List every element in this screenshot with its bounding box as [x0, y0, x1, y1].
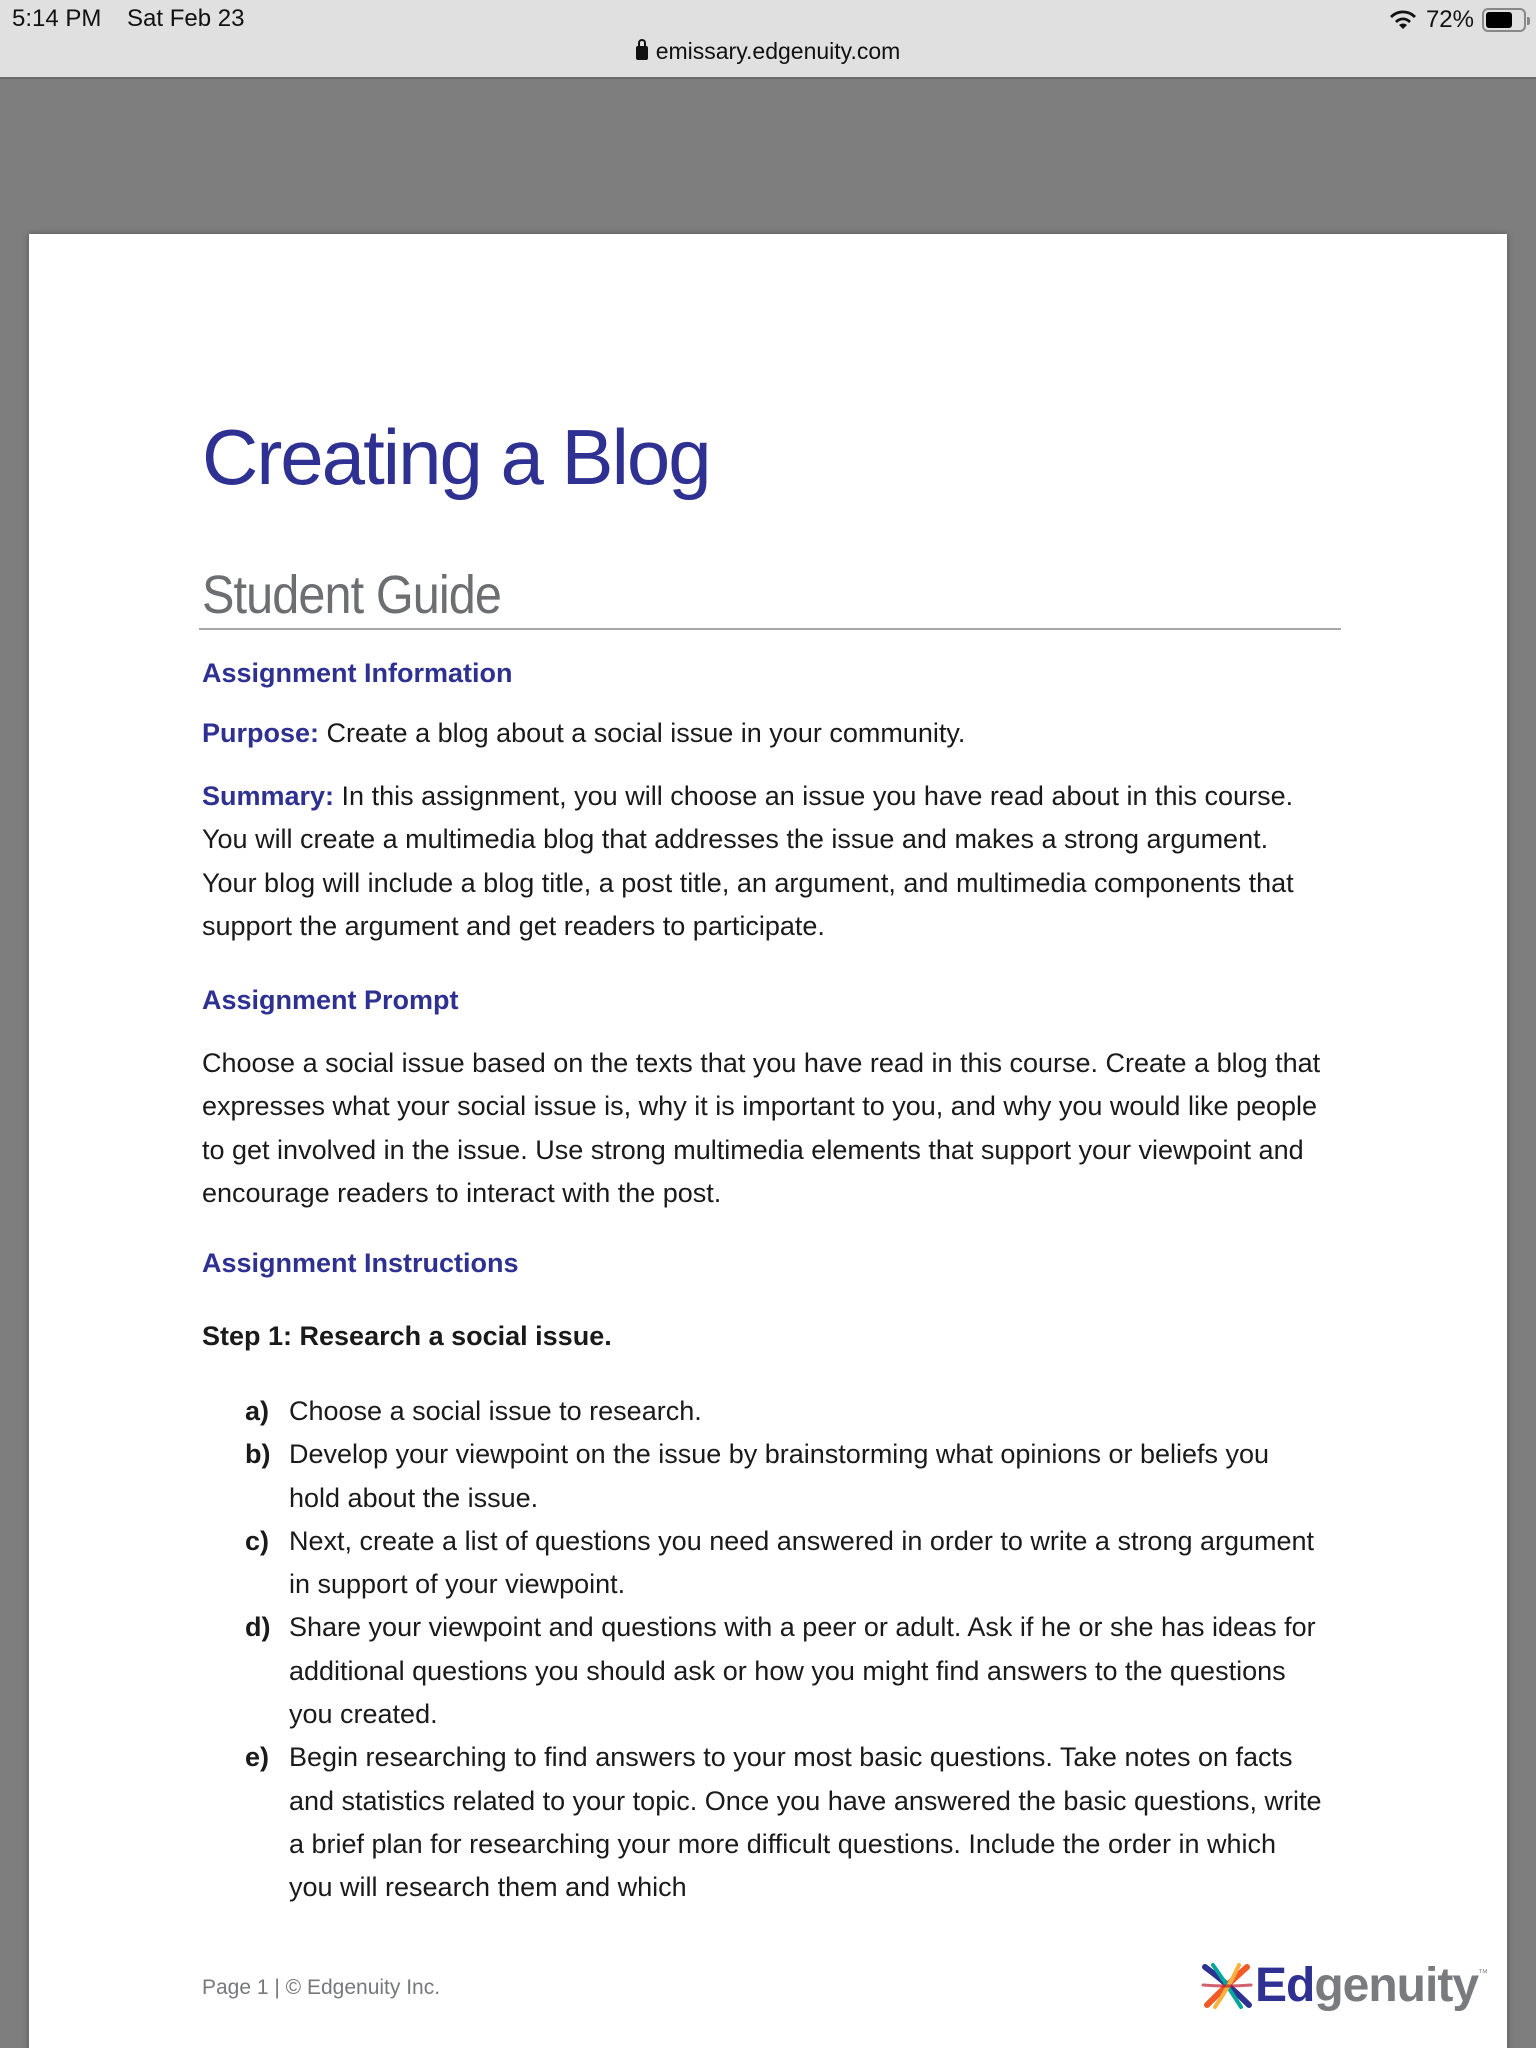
document-page	[29, 234, 1507, 2048]
list-item-text: Begin researching to find answers to your most basic questions. Take notes on facts and statistics related to your topic. Once you have answered the basic questions, write a brief plan for researching your more difficult questions. Include the order in which you will research them and which	[289, 1742, 1322, 1903]
url-text: emissary.edgenuity.com	[655, 38, 901, 64]
logo-text-genuity: genuity	[1314, 1959, 1479, 2012]
list-item-text: Choose a social issue to research.	[289, 1396, 702, 1426]
battery-icon	[1482, 8, 1526, 32]
logo-trademark: ™	[1478, 1968, 1489, 1979]
summary-label: Summary:	[202, 781, 335, 811]
list-marker: a)	[245, 1396, 270, 1426]
assignment-instructions-heading: Assignment Instructions	[202, 1248, 519, 1278]
document-subtitle: Student Guide	[202, 565, 502, 625]
list-item	[245, 1433, 1325, 1520]
logo-text-ed: Ed	[1255, 1959, 1315, 2012]
status-bar	[0, 0, 1536, 79]
summary-text: In this assignment, you will choose an issue you have read about in this course. You will create a multimedia blog that addresses the issue and makes a strong argument. Your blog will include a blog title, a post title, an argument, and multimedia components that support the argument and get readers to participate.	[202, 781, 1294, 941]
lock-icon	[636, 46, 648, 60]
assignment-prompt-heading: Assignment Prompt	[202, 985, 459, 1015]
list-item	[245, 1390, 1325, 1433]
status-date: Sat Feb 23	[127, 5, 245, 32]
document-title: Creating a Blog	[202, 413, 710, 501]
purpose-paragraph	[202, 712, 1322, 755]
step-1-heading: Step 1: Research a social issue.	[202, 1321, 612, 1351]
title-divider	[199, 628, 1341, 630]
purpose-label: Purpose:	[202, 718, 320, 748]
assignment-information-heading: Assignment Information	[202, 658, 513, 688]
list-item	[245, 1606, 1325, 1736]
edgenuity-logo	[1201, 1958, 1488, 2013]
step-1-list	[245, 1390, 1325, 1910]
address-bar[interactable]	[0, 38, 1536, 65]
battery-percent: 72%	[1425, 6, 1474, 33]
list-marker: c)	[245, 1525, 270, 1556]
summary-paragraph	[202, 775, 1322, 948]
list-item	[245, 1520, 1325, 1607]
list-marker: e)	[245, 1742, 270, 1773]
status-time: 5:14 PM	[12, 5, 102, 32]
purpose-text: Create a blog about a social issue in your community.	[319, 718, 966, 748]
page-footer: Page 1 | © Edgenuity Inc.	[202, 1976, 441, 1999]
list-marker: b)	[245, 1439, 271, 1470]
wifi-icon	[1388, 9, 1418, 31]
list-item-text: Develop your viewpoint on the issue by brainstorming what opinions or beliefs you hold about the issue.	[289, 1439, 1270, 1513]
list-marker: d)	[245, 1612, 271, 1643]
edgenuity-x-icon	[1201, 1961, 1253, 2011]
status-right	[1388, 6, 1526, 34]
prompt-paragraph: Choose a social issue based on the texts that you have read in this course. Create a blog that expresses what your social issue is, why it is important to you, and why you would like people to get involved in the issue. Use strong multimedia elements that support your viewpoint and encourage readers to interact with the post.	[202, 1048, 1321, 1208]
list-item	[245, 1736, 1325, 1909]
list-item-text: Share your viewpoint and questions with a peer or adult. Ask if he or she has ideas for additional questions you should ask or how you might find answers to the questions you created.	[289, 1612, 1316, 1730]
list-item-text: Next, create a list of questions you need answered in order to write a strong argument in support of your viewpoint.	[289, 1525, 1315, 1600]
battery-level	[1486, 12, 1512, 28]
